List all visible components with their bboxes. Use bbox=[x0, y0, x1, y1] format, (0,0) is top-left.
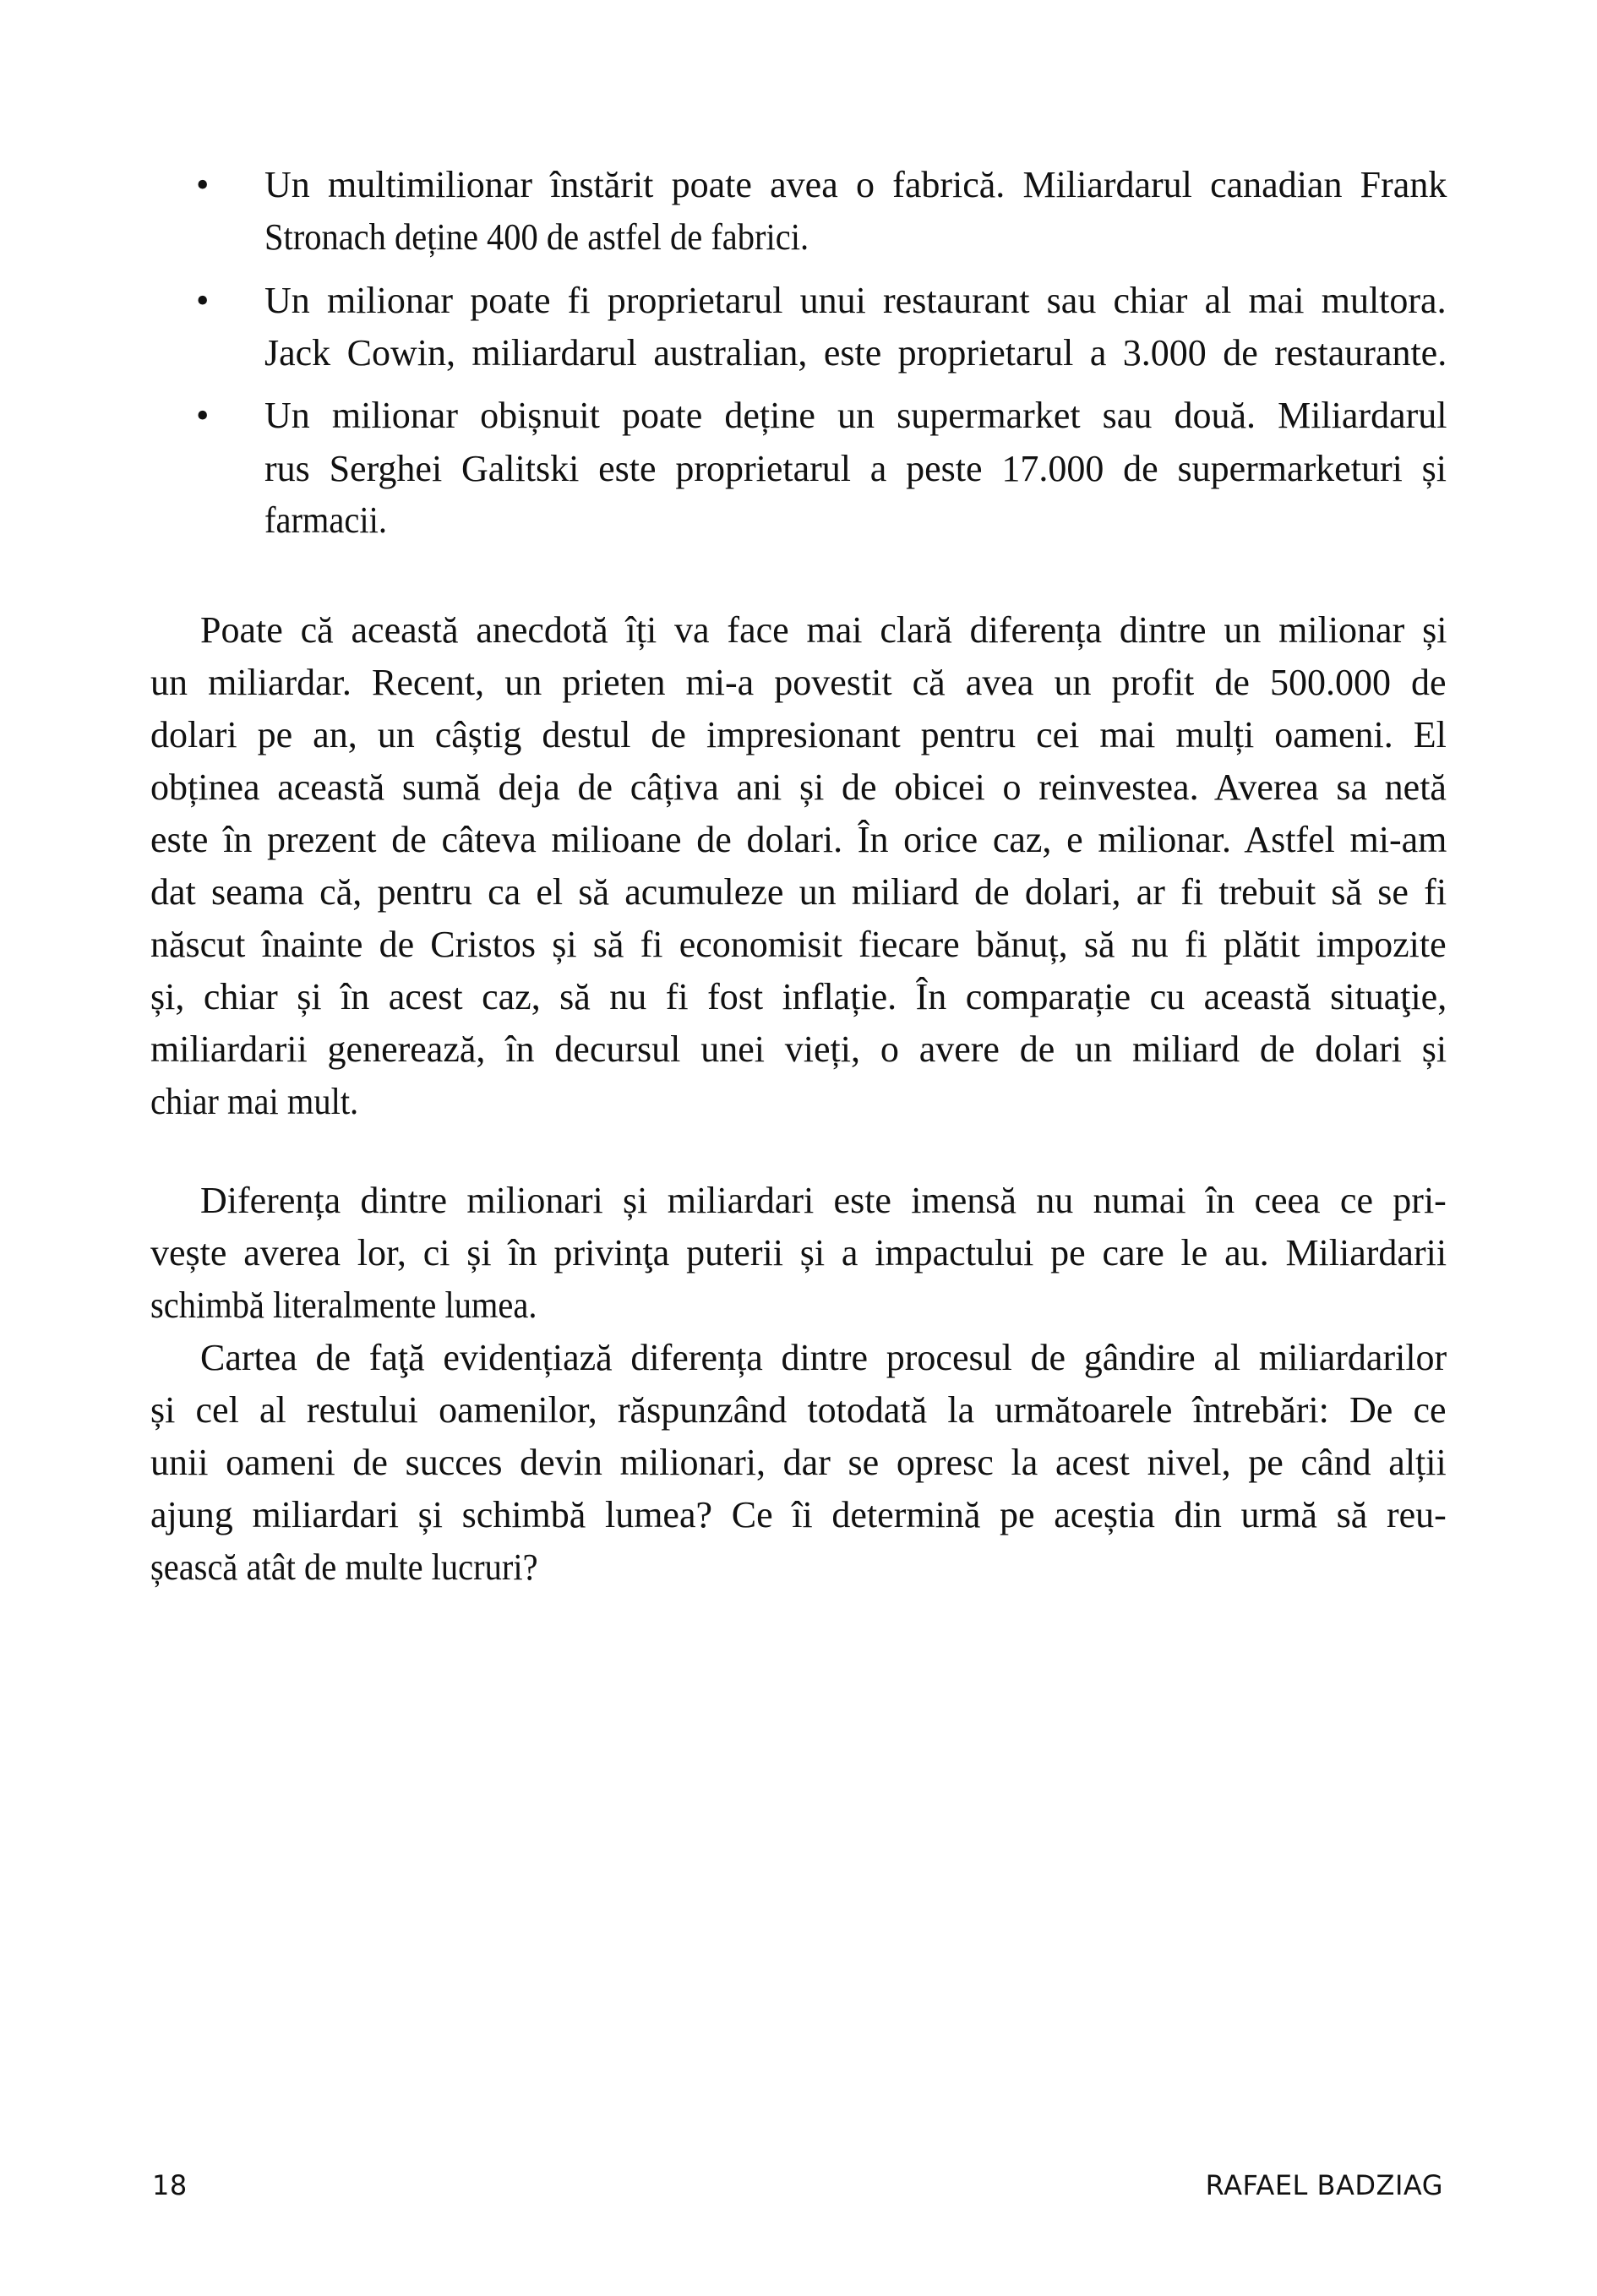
paragraph-line: șească atât de multe lucruri? bbox=[150, 1546, 538, 1588]
paragraph-line: Poate că această anecdotă îți va face mai clară diferența dintre un milionar și bbox=[200, 609, 1447, 651]
paragraph-line: este în prezent de câteva milioane de dolari. În orice caz, e milionar. Astfel mi-am bbox=[150, 819, 1447, 860]
paragraph-line: unii oameni de succes devin milionari, dar se opresc la acest nivel, pe când alții bbox=[150, 1442, 1447, 1483]
paragraph-line: vește averea lor, ci și în privinţa puterii și a impactului pe care le au. Miliardarii bbox=[150, 1232, 1447, 1273]
paragraph-line: dolari pe an, un câștig destul de impresionant pentru cei mai mulți oameni. El bbox=[150, 714, 1447, 755]
paragraph-line: schimbă literalmente lumea. bbox=[150, 1284, 537, 1326]
bullet-3-line-1: Un milionar obișnuit poate deține un supermarket sau două. Miliardarul bbox=[264, 395, 1447, 436]
paragraph-line: dat seama că, pentru ca el să acumuleze un miliard de dolari, ar fi trebuit să se fi bbox=[150, 871, 1447, 913]
paragraph-line: miliardarii generează, în decursul unei vieți, o avere de un miliard de dolari și bbox=[150, 1028, 1447, 1070]
bullet-2-line-1: Un milionar poate fi proprietarul unui restaurant sau chiar al mai multora. bbox=[264, 280, 1447, 321]
bullet-1-line-2: Stronach deține 400 de astfel de fabrici. bbox=[264, 216, 809, 258]
paragraph-line: Cartea de faţă evidențiază diferența dintre procesul de gândire al miliardarilor bbox=[200, 1337, 1447, 1378]
paragraph-line: ajung miliardari și schimbă lumea? Ce îi determină pe aceștia din urmă să reu- bbox=[150, 1494, 1447, 1535]
paragraph-line: obținea această sumă deja de câțiva ani și de obicei o reinvestea. Averea sa netă bbox=[150, 766, 1447, 808]
bullet-marker: • bbox=[196, 395, 210, 436]
running-footer-author: RAFAEL BADZIAG bbox=[1205, 2169, 1443, 2201]
bullet-1-line-1: Un multimilionar înstărit poate avea o fabrică. Miliardarul canadian Frank bbox=[264, 164, 1447, 205]
paragraph-line: născut înainte de Cristos și să fi economisit fiecare bănuț, să nu fi plătit impozite bbox=[150, 924, 1447, 965]
bullet-marker: • bbox=[196, 164, 210, 205]
bullet-3-line-3: farmacii. bbox=[264, 499, 387, 541]
bullet-3-line-2: rus Serghei Galitski este proprietarul a peste 17.000 de supermarketuri și bbox=[264, 448, 1447, 489]
paragraph-line: și cel al restului oamenilor, răspunzând totodată la următoarele întrebări: De ce bbox=[150, 1389, 1447, 1431]
bullet-2-line-2: Jack Cowin, miliardarul australian, este proprietarul a 3.000 de restaurante. bbox=[264, 332, 1447, 374]
bullet-marker: • bbox=[196, 280, 210, 321]
paragraph-line: și, chiar și în acest caz, să nu fi fost inflație. În comparație cu această situaţie, bbox=[150, 976, 1447, 1017]
paragraph-line: Diferența dintre milionari și miliardari este imensă nu numai în ceea ce pri- bbox=[200, 1180, 1447, 1221]
paragraph-line: un miliardar. Recent, un prieten mi-a povestit că avea un profit de 500.000 de bbox=[150, 662, 1447, 703]
paragraph-line: chiar mai mult. bbox=[150, 1081, 359, 1122]
page-number: 18 bbox=[152, 2169, 188, 2201]
